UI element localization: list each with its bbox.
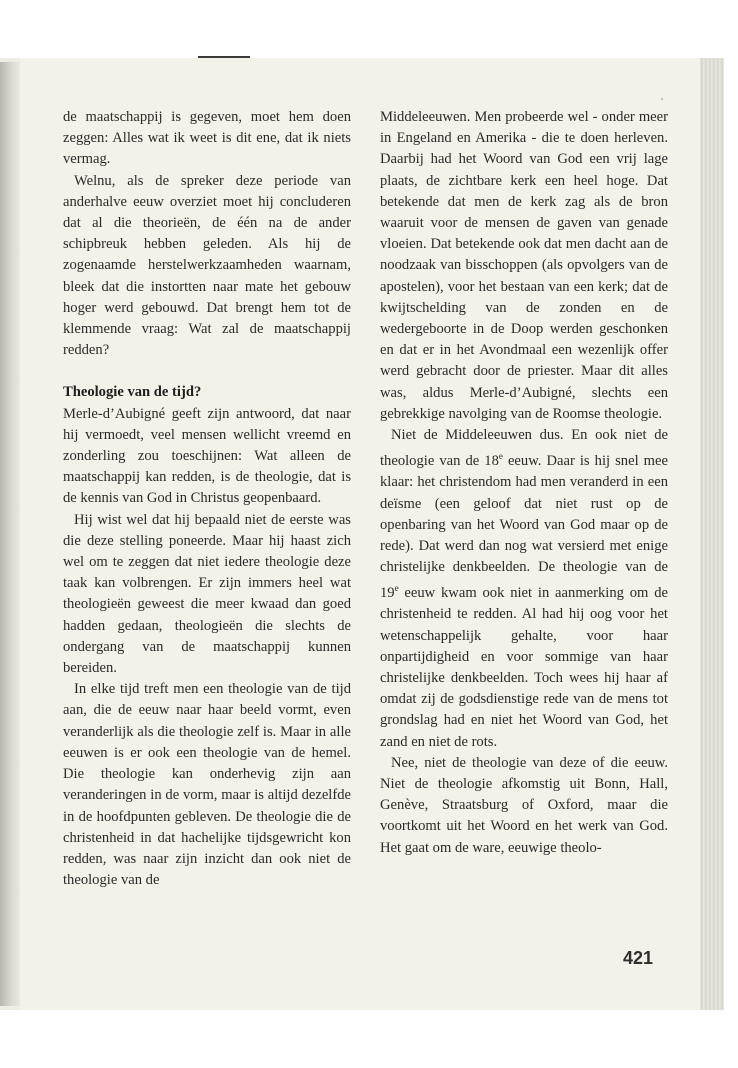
paragraph: Welnu, als de spreker deze periode van anderhalve eeuw overziet moet hij concluderen dat al die theorieën, de één na de ander schipbreuk hebben geleden. Als hij de zogenaamde herstelwerkzaamheden waarnam, bleek dat die instortten naar mate het gebouw hoger werd gebouwd. Dat brengt hem tot de klemmende vraag: Wat zal de maatschappij redden?	[63, 172, 351, 359]
paragraph: Nee, niet de theologie van deze of die eeuw. Niet de theologie afkomstig uit Bonn, Hall, Genève, Straatsburg of Oxford, maar die voortkomt uit het Woord en het werk van God. Het gaat om de ware, eeuwige theolo-	[380, 754, 668, 856]
paragraph: Merle-d’Aubigné geeft zijn antwoord, dat naar hij vermoedt, veel mensen wellicht vreemd en zonderling zou toeschijnen: Wat alleen de maatschappij kan redden, is de theologie, dat is de kennis van God in Christus geopenbaard.	[63, 405, 351, 507]
text-run: eeuw kwam ook niet in aanmerking om de christenheid te redden. Al had hij oog voor het wetenschappelijk gehalte, voor haar onpartijdigheid en voor sommige van haar christelijke denkbeelden. Toch wees hij haar af omdat zij de godsdienstige rede van de mens tot grondslag had en niet het Woord van God, het zand en niet de rots.	[380, 585, 668, 750]
right-column	[380, 107, 668, 859]
book-page	[20, 58, 700, 1010]
page-number: 421	[623, 948, 654, 968]
speck	[661, 98, 663, 100]
text-run: Niet de Middeleeuwen dus. En ook niet de theologie van de 18	[380, 427, 668, 470]
paragraph: de maatschappij is gegeven, moet hem doen zeggen: Alles wat ik weet is dit ene, dat ik niets vermag.	[63, 109, 351, 168]
paragraph	[380, 425, 668, 753]
paragraph: Hij wist wel dat hij bepaald niet de eerste was die deze stelling poneerde. Maar hij haast zich wel om te zeggen dat niet iedere theologie deze taak kan volbrengen. Er zijn immers heel wat theologieën geweest die meer kwaad dan goed hadden gedaan, theologieën die slechts de ondergang van de maatschappij kunnen bereiden.	[63, 511, 351, 677]
paragraph: In elke tijd treft men een theologie van de tijd aan, die de eeuw naar haar beeld vormt, even veranderlijk als die theologie zelf is. Maar in alle eeuwen is er ook een theologie van de hemel. Die theologie kan onderhevig zijn aan veranderingen in de vorm, maar is altijd dezelfde in de hoofdpunten gebleven. De theologie die de christenheid in dat hachelijke tijdsgewricht kon redden, was naar zijn inzicht dan ook niet de theologie van de	[63, 681, 351, 889]
left-page-edge	[0, 62, 20, 1006]
right-page-edge	[700, 58, 724, 1010]
left-column	[63, 107, 351, 891]
text-run: eeuw. Daar is hij snel mee klaar: het christendom had men veranderd in een deïsme (een geloof dat niet rust op de openbaring van het Woord van God maar op de rede). Dat werd dan nog wat versierd met enige christelijke denkbeelden. De theologie van de 19	[380, 453, 668, 602]
section-heading: Theologie van de tijd?	[63, 384, 202, 401]
superscript: e	[394, 583, 399, 594]
paragraph: Middeleeuwen. Men probeerde wel - onder meer in Engeland en Amerika - die te doen herleven. Daarbij had het Woord van God een vrij lage plaats, de zichtbare kerk een heel hoge. Dat betekende dat men de kerk zag als de bron waaruit voor de mensen de gaven van genade vloeien. Dat betekende ook dat men dacht aan de noodzaak van bisschoppen (als opvolgers van de apostelen), voor het bestaan van een kerk; dat de kwijtschelding van de zonden en de wedergeboorte in de Doop werden geschonken en dat er in het Avondmaal een wezenlijk offer werd gebracht door de priester. Maar dit alles was, aldus Merle-d’Aubigné, slechts een gebrekkige navolging van de Roomse theologie.	[380, 109, 668, 422]
superscript: e	[498, 451, 503, 462]
